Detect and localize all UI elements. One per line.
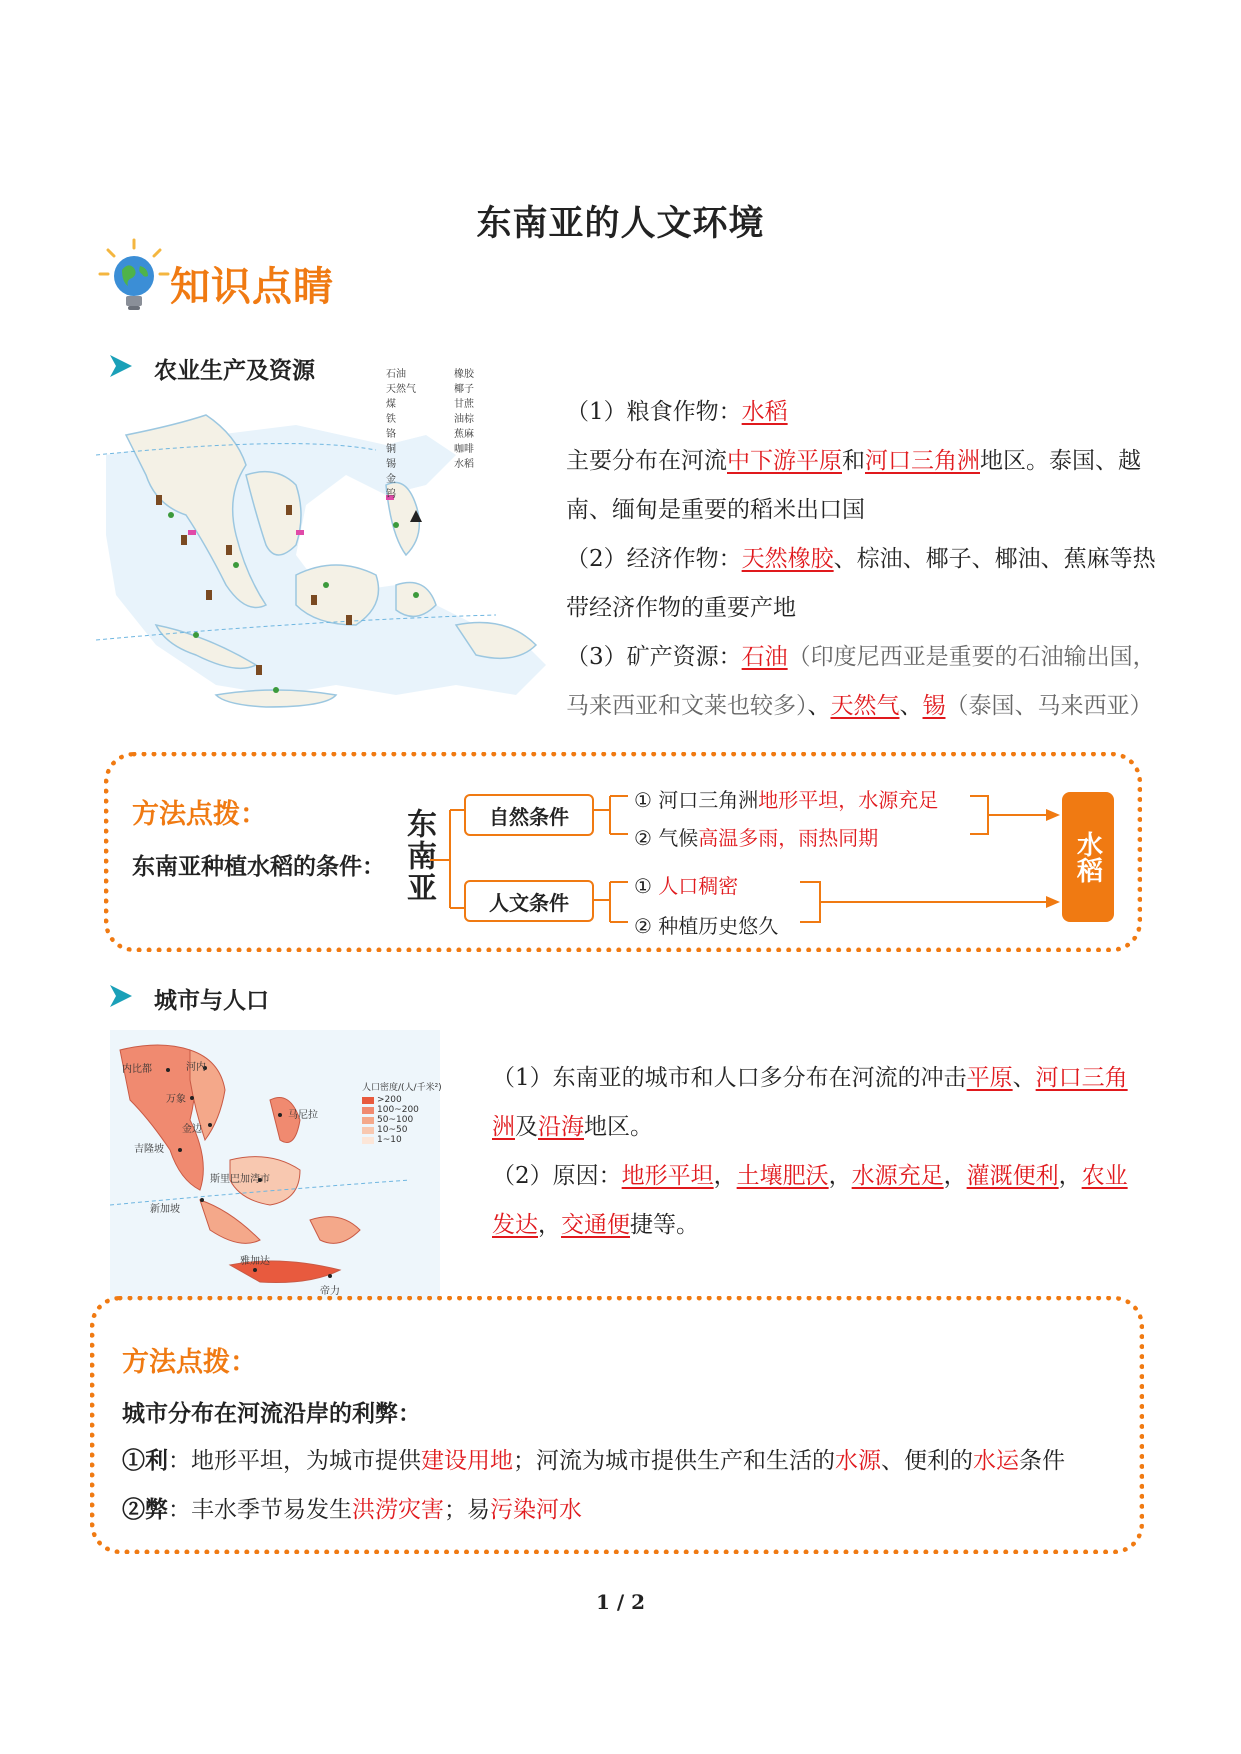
leaf-human-2: ② 种植历史悠久 — [634, 914, 779, 938]
globe-bulb-icon — [96, 236, 176, 316]
city-label: 新加坡 — [150, 1204, 180, 1215]
section-arrow-icon — [110, 985, 132, 1007]
cons-line: ②弊：丰水季节易发生洪涝灾害；易污染河水 — [122, 1496, 582, 1523]
answer-tin: 锡 — [922, 693, 946, 719]
city-label: 万象 — [166, 1094, 186, 1105]
population-map — [110, 1030, 440, 1300]
distribution-line: （1）东南亚的城市和人口多分布在河流的冲击平原、河口三角洲及沿海地区。 — [492, 1065, 1128, 1140]
legend-swatch — [362, 1117, 374, 1124]
city-label: 内比都 — [122, 1064, 152, 1075]
agriculture-text — [566, 388, 1166, 731]
tip1-title: 方法点拨： — [132, 799, 267, 830]
leaf-natural-1: ① 河口三角洲地形平坦，水源充足 — [634, 788, 939, 812]
leaf-human-1: ① 人口稠密 — [634, 874, 739, 898]
city-label: 马尼拉 — [288, 1110, 318, 1121]
legend-item: 橡胶 — [454, 369, 474, 380]
city-label: 金边 — [182, 1124, 202, 1135]
page-number: 1 / 2 — [595, 1590, 646, 1614]
reasons-line: （2）原因：地形平坦，土壤肥沃，水源充足，灌溉便利，农业发达，交通便捷等。 — [492, 1163, 1128, 1238]
legend-item: 铁 — [386, 414, 396, 425]
result-rice-box: 水稻 — [1062, 792, 1114, 922]
legend-item: 金 — [386, 474, 396, 485]
population-density-map-image — [110, 1030, 440, 1300]
cities-text — [492, 1054, 1132, 1250]
legend-item: 油棕 — [454, 414, 474, 425]
section-arrow-icon — [110, 355, 132, 377]
city-label: 河内 — [186, 1062, 206, 1073]
legend-item: 水稻 — [454, 459, 474, 470]
legend-swatch — [362, 1127, 374, 1134]
answer-plains: 中下游平原 — [727, 448, 842, 474]
diagram-root: 东南亚 — [401, 808, 436, 904]
density-legend-title: 人口密度/(人/千米²) — [362, 1083, 442, 1093]
city-label: 吉隆坡 — [134, 1144, 164, 1155]
city-label: 帝力 — [320, 1286, 340, 1297]
tip2-title: 方法点拨： — [122, 1347, 257, 1378]
legend-item: 甘蔗 — [454, 399, 474, 410]
section-heading-agriculture: 农业生产及资源 — [154, 358, 315, 384]
legend-item: >200 — [377, 1095, 402, 1105]
node-human-conditions: 人文条件 — [464, 880, 594, 922]
legend-swatch — [362, 1107, 374, 1114]
pros-line: ①利：地形平坦，为城市提供建设用地；河流为城市提供生产和生活的水源、便利的水运条件 — [122, 1447, 1065, 1474]
city-label: 雅加达 — [240, 1256, 270, 1267]
legend-item: 10~50 — [377, 1125, 408, 1135]
city-label: 斯里巴加湾市 — [210, 1174, 270, 1185]
tip2-label: 城市分布在河流沿岸的利弊： — [122, 1401, 421, 1427]
node-natural-conditions: 自然条件 — [464, 794, 594, 836]
legend-item: 100~200 — [377, 1105, 419, 1115]
legend-item: 铬 — [386, 429, 396, 440]
legend-swatch — [362, 1097, 374, 1104]
legend-item: 咖啡 — [454, 444, 474, 455]
legend-item: 50~100 — [377, 1115, 414, 1125]
section-heading-cities: 城市与人口 — [154, 988, 269, 1014]
legend-item: 天然气 — [386, 384, 416, 395]
answer-rubber: 天然橡胶 — [741, 546, 834, 572]
answer-rice: 水稻 — [741, 399, 788, 425]
food-crop-line: （1）粮食作物：水稻 — [566, 399, 788, 425]
legend-swatch — [362, 1137, 374, 1144]
legend-item: 煤 — [386, 399, 396, 410]
cash-crop-line: （2）经济作物：天然橡胶、棕油、椰子、椰油、蕉麻等热带经济作物的重要产地 — [566, 546, 1156, 621]
mineral-line: （3）矿产资源：石油（印度尼西亚是重要的石油输出国，马来西亚和文莱也较多）、天然气、锡（泰国、马来西亚） — [566, 644, 1156, 719]
legend-item: 石油 — [386, 369, 406, 380]
legend-item: 锡 — [386, 459, 396, 470]
density-legend — [362, 1080, 442, 1145]
answer-gas: 天然气 — [830, 693, 900, 719]
legend-item: 钨 — [386, 489, 396, 500]
legend-item: 椰子 — [454, 384, 474, 395]
legend-item: 1~10 — [377, 1135, 402, 1145]
rice-distribution-line: 主要分布在河流中下游平原和河口三角洲地区。泰国、越南、缅甸是重要的稻米出口国 — [566, 448, 1141, 523]
banner-title: 知识点睛 — [170, 264, 334, 310]
legend-item: 铜 — [386, 444, 396, 455]
leaf-natural-2: ② 气候高温多雨，雨热同期 — [634, 826, 879, 850]
legend-item: 蕉麻 — [454, 429, 474, 440]
answer-delta: 河口三角洲 — [865, 448, 980, 474]
page-title: 东南亚的人文环境 — [476, 204, 765, 244]
answer-oil: 石油 — [741, 644, 788, 670]
tip1-label: 东南亚种植水稻的条件： — [132, 854, 385, 880]
